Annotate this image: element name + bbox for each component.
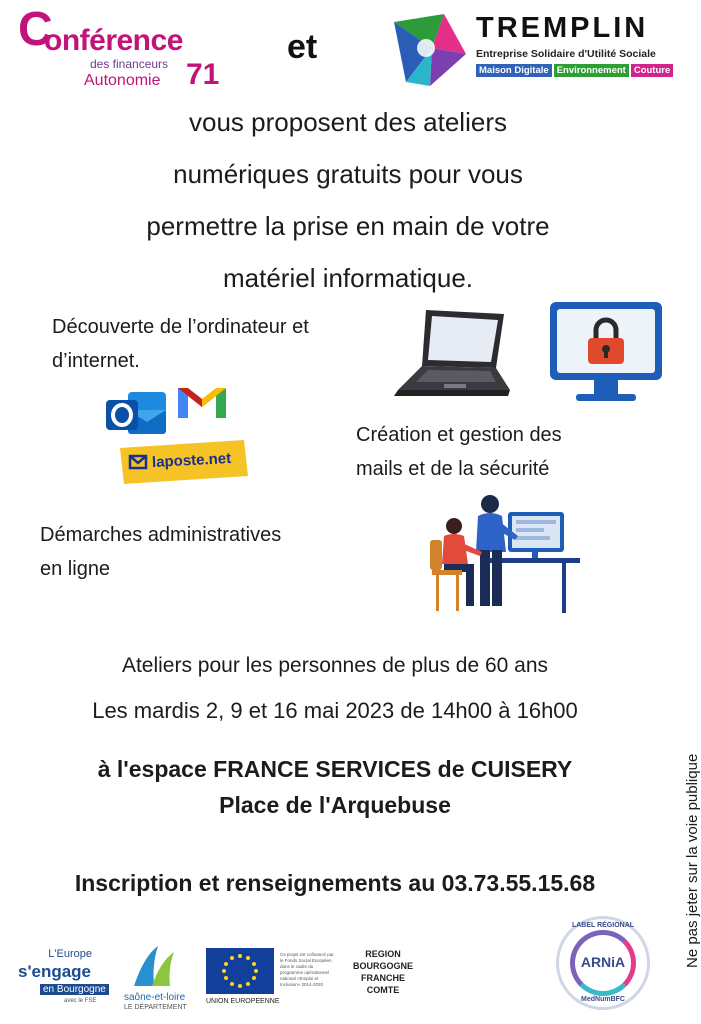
saone-logo-line: LE DÉPARTEMENT [124, 1004, 187, 1011]
union-europeenne-logo [206, 948, 332, 1010]
intro-line: numériques gratuits pour vous [173, 159, 523, 189]
inscription-phone: Inscription et renseignements au 03.73.55.15.68 [74, 870, 596, 896]
conference-logo-autonomie: Autonomie [84, 72, 161, 89]
section-demarches [40, 518, 281, 586]
eu-flag-icon [206, 948, 274, 994]
intro-line: vous proposent des ateliers [189, 107, 507, 137]
intro-line: matériel informatique. [223, 263, 473, 293]
region-logo-line: BOURGOGNE [352, 961, 413, 971]
arnia-label-logo [556, 916, 650, 1010]
laposte-logo [116, 436, 250, 488]
region-logo-line: REGION [365, 949, 401, 959]
conference-logo-subtitle: des financeurs [90, 57, 169, 71]
europe-sengage-logo [14, 948, 106, 1010]
section-line: d’internet. [52, 350, 140, 372]
saone-logo-line: saône-et-loire [124, 992, 186, 1003]
vertical-notice [666, 690, 701, 970]
region-logo-line: FRANCHE [361, 973, 405, 983]
europe-logo-line: avec le FSE [64, 998, 97, 1004]
vertical-notice-text: Ne pas jeter sur la voie publique [684, 753, 701, 968]
venue-name: à l'espace FRANCE SERVICES de CUISERY [97, 756, 573, 782]
eu-cofinance-text: Ce projet est cofinancé par le Fonds Social Européen dans le cadre du programme opérationnel national «Emploi et Inclusion» 2014-2020 [280, 952, 334, 987]
venue-address: Place de l'Arquebuse [219, 792, 451, 818]
europe-logo-line: en Bourgogne [40, 984, 109, 995]
outlook-icon [104, 388, 170, 438]
conference-logo-word: onférence [44, 24, 183, 57]
section-mails [356, 418, 562, 486]
section-line: en ligne [40, 558, 111, 580]
badge-environnement: Environnement [554, 64, 629, 77]
region-bfc-logo [348, 948, 418, 1000]
eu-label: UNION EUROPEENNE [206, 998, 280, 1005]
laptop-icon [392, 306, 512, 402]
badge-maison-digitale: Maison Digitale [476, 64, 552, 77]
et-connector: et [287, 28, 318, 66]
gmail-icon [174, 374, 230, 424]
arnia-bottom-text: MedNumBFC [581, 996, 625, 1003]
europe-logo-line: s'engage [18, 962, 92, 981]
europe-logo-line: L'Europe [48, 948, 92, 960]
ateliers-audience: Ateliers pour les personnes de plus de 60 ans [121, 654, 549, 677]
saone-et-loire-logo [120, 942, 190, 1014]
tremplin-badges [476, 64, 688, 77]
arnia-name: ARNiA [580, 954, 626, 970]
intro-text [20, 96, 676, 304]
people-at-computer-icon [422, 490, 582, 616]
conference-financeurs-logo [18, 3, 220, 92]
laposte-text: laposte.net [151, 449, 232, 472]
section-line: Démarches administratives [40, 524, 282, 546]
arnia-top-text: LABEL RÉGIONAL [571, 922, 635, 929]
tremplin-logo-text [476, 14, 688, 78]
conference-logo-c: C [18, 3, 53, 56]
tremplin-title: TREMPLIN [476, 12, 649, 44]
section-line: Création et gestion des [356, 424, 562, 446]
section-line: mails et de la sécurité [356, 458, 550, 480]
security-monitor-icon [546, 298, 666, 406]
section-line: Découverte de l’ordinateur et [52, 316, 309, 338]
tremplin-subtitle: Entreprise Solidaire d'Utilité Sociale [476, 48, 656, 60]
tremplin-logo-mark-icon [386, 8, 470, 90]
badge-couture: Couture [631, 64, 673, 77]
conference-logo-number: 71 [186, 58, 220, 91]
section-decouverte [52, 310, 309, 378]
intro-line: permettre la prise en main de votre [146, 211, 550, 241]
ateliers-dates: Les mardis 2, 9 et 16 mai 2023 de 14h00 à 16h00 [92, 698, 578, 723]
saone-et-loire-mark-icon [126, 942, 182, 990]
region-logo-line: COMTE [366, 985, 400, 995]
